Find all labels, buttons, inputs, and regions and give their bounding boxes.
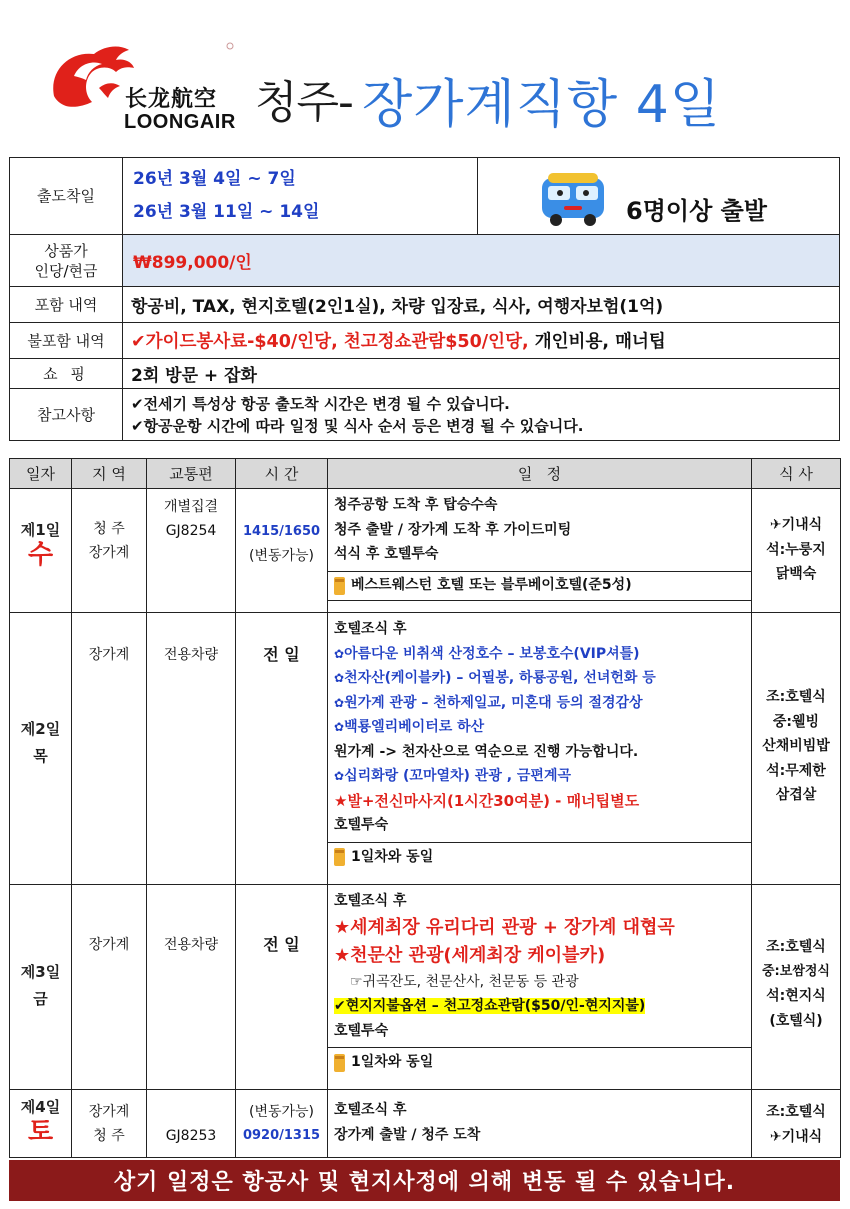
day-3-row (10, 885, 841, 1090)
day-2-region: 장가계 (72, 613, 147, 885)
day-3-meal-4: (호텔식) (769, 1012, 823, 1029)
shopping-text: 2회 방문 + 잡화 (123, 359, 840, 389)
day-4-meal-1: 조:호텔식 (766, 1104, 826, 1120)
day-2-itin-2: 아름다운 비취색 산정호수 – 보봉호수(VIP셔틀) (344, 645, 640, 662)
day-3-itin-6: 호텔투숙 (334, 1022, 389, 1039)
header (0, 0, 850, 150)
day-3-label: 제3일 (20, 963, 61, 981)
day-1-label: 제1일 (20, 521, 61, 539)
day-3-meal-3: 석:현지식 (766, 988, 826, 1004)
day-4-meal-2: ✈기내식 (769, 1128, 823, 1145)
day-3-weekday: 금 (33, 990, 48, 1008)
day-2-meal (752, 613, 841, 885)
exclude-label: 불포함 내역 (10, 323, 123, 359)
day-3-hotel: 1일차와 동일 (351, 1054, 434, 1071)
day-1-itin-3: 석식 후 호텔투숙 (334, 546, 439, 562)
title-prefix: 청주- (255, 77, 353, 128)
price-value: ₩899,000/인 (123, 235, 840, 287)
header-region: 지 역 (72, 459, 147, 489)
day-4-time-note: (변동가능) (248, 1104, 315, 1120)
day-4-region-2: 청 주 (93, 1128, 125, 1144)
title-main: 장가계직항 4일 (362, 75, 722, 135)
day-2-itin-5-line (334, 715, 745, 740)
day-3-itin-4: ☞귀곡잔도, 천문산사, 천문동 등 관광 (350, 973, 579, 990)
day-1-itin-text (328, 489, 751, 601)
day-1-date (10, 489, 72, 613)
day-3-region: 장가계 (72, 885, 147, 1090)
day-4-itin-2: 장가계 출발 / 청주 도착 (334, 1126, 481, 1143)
day-3-itin-5-line (334, 994, 745, 1019)
date-1: 26년 3월 4일 ~ 7일 (133, 169, 296, 189)
day-1-meal (752, 489, 841, 613)
day-2-itin-8: ★발+전신마사지(1시간30여분) - 매너팁별도 (334, 791, 640, 810)
departure-text: 6명이상 출발 (626, 197, 767, 225)
day-2-meal-4: 석:무제한 (766, 762, 826, 779)
day-2-itinerary (328, 613, 752, 885)
exclude-black-text: 개인비용, 매너팁 (528, 332, 666, 352)
day-1-flight: GJ8254 (165, 523, 217, 539)
hotel-cup-icon (334, 1054, 345, 1072)
notes-cell (123, 389, 840, 441)
dates-cell (123, 158, 478, 235)
day-1-flight-time: 1415/1650 (242, 524, 321, 539)
day-2-itin-3: 천자산(케이블카) – 어필봉, 하룡공원, 선녀헌화 등 (344, 670, 656, 686)
dates-label: 출도착일 (10, 158, 123, 235)
date-2: 26년 3월 11일 ~ 14일 (133, 202, 320, 222)
day-3-meal-2: 중:보쌈정식 (762, 963, 830, 979)
day-3-itin-3: ★천문산 관광(세계최장 케이블카) (334, 944, 606, 966)
note-1: ✔전세기 특성상 항공 출도착 시간은 변경 될 수 있습니다. (131, 394, 510, 413)
hotel-cup-icon (334, 577, 345, 595)
exclude-cell (123, 323, 840, 359)
day-2-itin-3-line (334, 666, 745, 691)
day-2-itin-5: 백룡엘리베이터로 하산 (344, 719, 485, 735)
flower-icon: ✿ (334, 646, 345, 661)
day-2-itin-text (328, 613, 751, 872)
day-2-itin-6: 원가계 -> 천자산으로 역순으로 진행 가능합니다. (334, 743, 639, 760)
day-2-itin-4: 원가계 관광 – 천하제일교, 미혼대 등의 절경감상 (344, 694, 643, 711)
day-4-transport: GJ8253 (147, 1090, 236, 1158)
day-4-meal (752, 1090, 841, 1158)
day-3-date (10, 885, 72, 1090)
include-label: 포함 내역 (10, 287, 123, 323)
header-transport: 교통편 (147, 459, 236, 489)
header-date: 일자 (10, 459, 72, 489)
day-4-region-1: 장가계 (88, 1104, 130, 1120)
price-label-line-2: 인당/현금 (34, 261, 98, 280)
day-4-flight-time: 0920/1315 (242, 1128, 321, 1143)
day-2-meal-3: 산채비빔밥 (762, 738, 830, 754)
footer-notice: 상기 일정은 항공사 및 현지사정에 의해 변동 될 수 있습니다. (9, 1160, 840, 1201)
day-4-row (10, 1090, 841, 1158)
day-3-meal-1: 조:호텔식 (766, 939, 826, 955)
day-2-meal-2: 중:웰빙 (772, 713, 820, 730)
day-3-time: 전 일 (236, 885, 328, 1090)
day-1-meal-2: 석:누룽지 (766, 541, 826, 558)
logo-text-cn: 长龙航空 (125, 87, 218, 112)
day-4-itin-1: 호텔조식 후 (334, 1102, 407, 1118)
day-1-itinerary (328, 489, 752, 613)
day-3-transport: 전용차량 (147, 885, 236, 1090)
day-3-hotel-box (328, 1047, 751, 1077)
day-2-transport: 전용차량 (147, 613, 236, 885)
day-2-itin-9: 호텔투숙 (334, 817, 389, 833)
flower-icon: ✿ (334, 769, 345, 783)
day-1-row (10, 489, 841, 613)
flower-icon: ✿ (334, 720, 345, 734)
day-1-hotel: 베스트웨스턴 호텔 또는 블루베이호텔(준5성) (351, 577, 632, 594)
day-1-region-1: 청 주 (93, 521, 125, 537)
day-1-itin-2: 청주 출발 / 장가계 도착 후 가이드미팅 (334, 521, 572, 538)
flower-icon: ✿ (334, 695, 345, 710)
day-4-itinerary (328, 1090, 752, 1158)
day-1-time (236, 489, 328, 613)
price-label-line-1: 상품가 (44, 241, 88, 260)
schedule-table (9, 458, 841, 1158)
day-4-label: 제4일 (20, 1098, 61, 1116)
day-2-itin-4-line (334, 691, 745, 716)
day-2-time: 전 일 (236, 613, 328, 885)
day-2-itin-7-line (334, 764, 745, 789)
include-text: 항공비, TAX, 현지호텔(2인1실), 차량 입장료, 식사, 여행자보험(1억) (123, 287, 840, 323)
day-2-row (10, 613, 841, 885)
day-2-meal-1: 조:호텔식 (766, 689, 826, 705)
info-table (9, 157, 840, 441)
header-meal: 식 사 (752, 459, 841, 489)
day-3-itin-5: ✔현지지불옵션 – 천고정쇼관람($50/인-현지지불) (334, 998, 646, 1014)
day-2-weekday: 목 (33, 747, 48, 765)
exclude-red-text: ✔가이드봉사료-$40/인당, 천고정쇼관람$50/인당, (131, 332, 529, 352)
hotel-cup-icon (334, 848, 345, 866)
day-1-time-note: (변동가능) (248, 548, 315, 564)
day-4-date (10, 1090, 72, 1158)
day-2-hotel-box (328, 842, 751, 872)
note-2: ✔항공운항 시간에 따라 일정 및 식사 순서 등은 변경 될 수 있습니다. (131, 416, 584, 435)
header-itinerary: 일 정 (328, 459, 752, 489)
flower-icon: ✿ (334, 671, 345, 685)
day-2-label: 제2일 (20, 720, 61, 738)
day-3-itin-text (328, 885, 751, 1077)
day-2-itin-1: 호텔조식 후 (334, 621, 407, 637)
day-1-meal-3: 닭백숙 (775, 566, 817, 582)
shopping-label: 쇼 핑 (10, 359, 123, 389)
header-time: 시 간 (236, 459, 328, 489)
day-4-region (72, 1090, 147, 1158)
day-4-time (236, 1090, 328, 1158)
day-1-itin-1: 청주공항 도착 후 탑승수속 (334, 497, 498, 513)
price-label (10, 235, 123, 287)
departure-cell (478, 158, 840, 235)
day-2-hotel: 1일차와 동일 (351, 848, 434, 865)
day-2-itin-7: 십리화랑 (꼬마열차) 관광 , 금편계곡 (344, 768, 572, 784)
bus-icon (538, 170, 610, 232)
day-1-region-2: 장가계 (88, 545, 130, 561)
day-1-transport-1: 개별집결 (163, 499, 219, 515)
day-2-itin-2-line (334, 642, 745, 667)
day-1-hotel-box (327, 571, 752, 601)
day-1-meal-1: ✈기내식 (769, 517, 823, 533)
day-3-meal (752, 885, 841, 1090)
notes-label: 참고사항 (10, 389, 123, 441)
day-4-itin-text (328, 1090, 751, 1147)
day-3-itinerary (328, 885, 752, 1090)
logo-text-en: LOONGAIR (124, 111, 236, 133)
day-1-transport (147, 489, 236, 613)
day-3-itin-1: 호텔조식 후 (334, 893, 407, 909)
day-1-weekday: 수 (27, 540, 54, 570)
day-2-date (10, 613, 72, 885)
day-2-meal-5: 삼겹살 (775, 787, 817, 803)
day-1-region (72, 489, 147, 613)
day-4-weekday: 토 (27, 1117, 54, 1147)
day-3-itin-2: ★세계최장 유리다리 관광 + 장가계 대협곡 (334, 916, 675, 938)
